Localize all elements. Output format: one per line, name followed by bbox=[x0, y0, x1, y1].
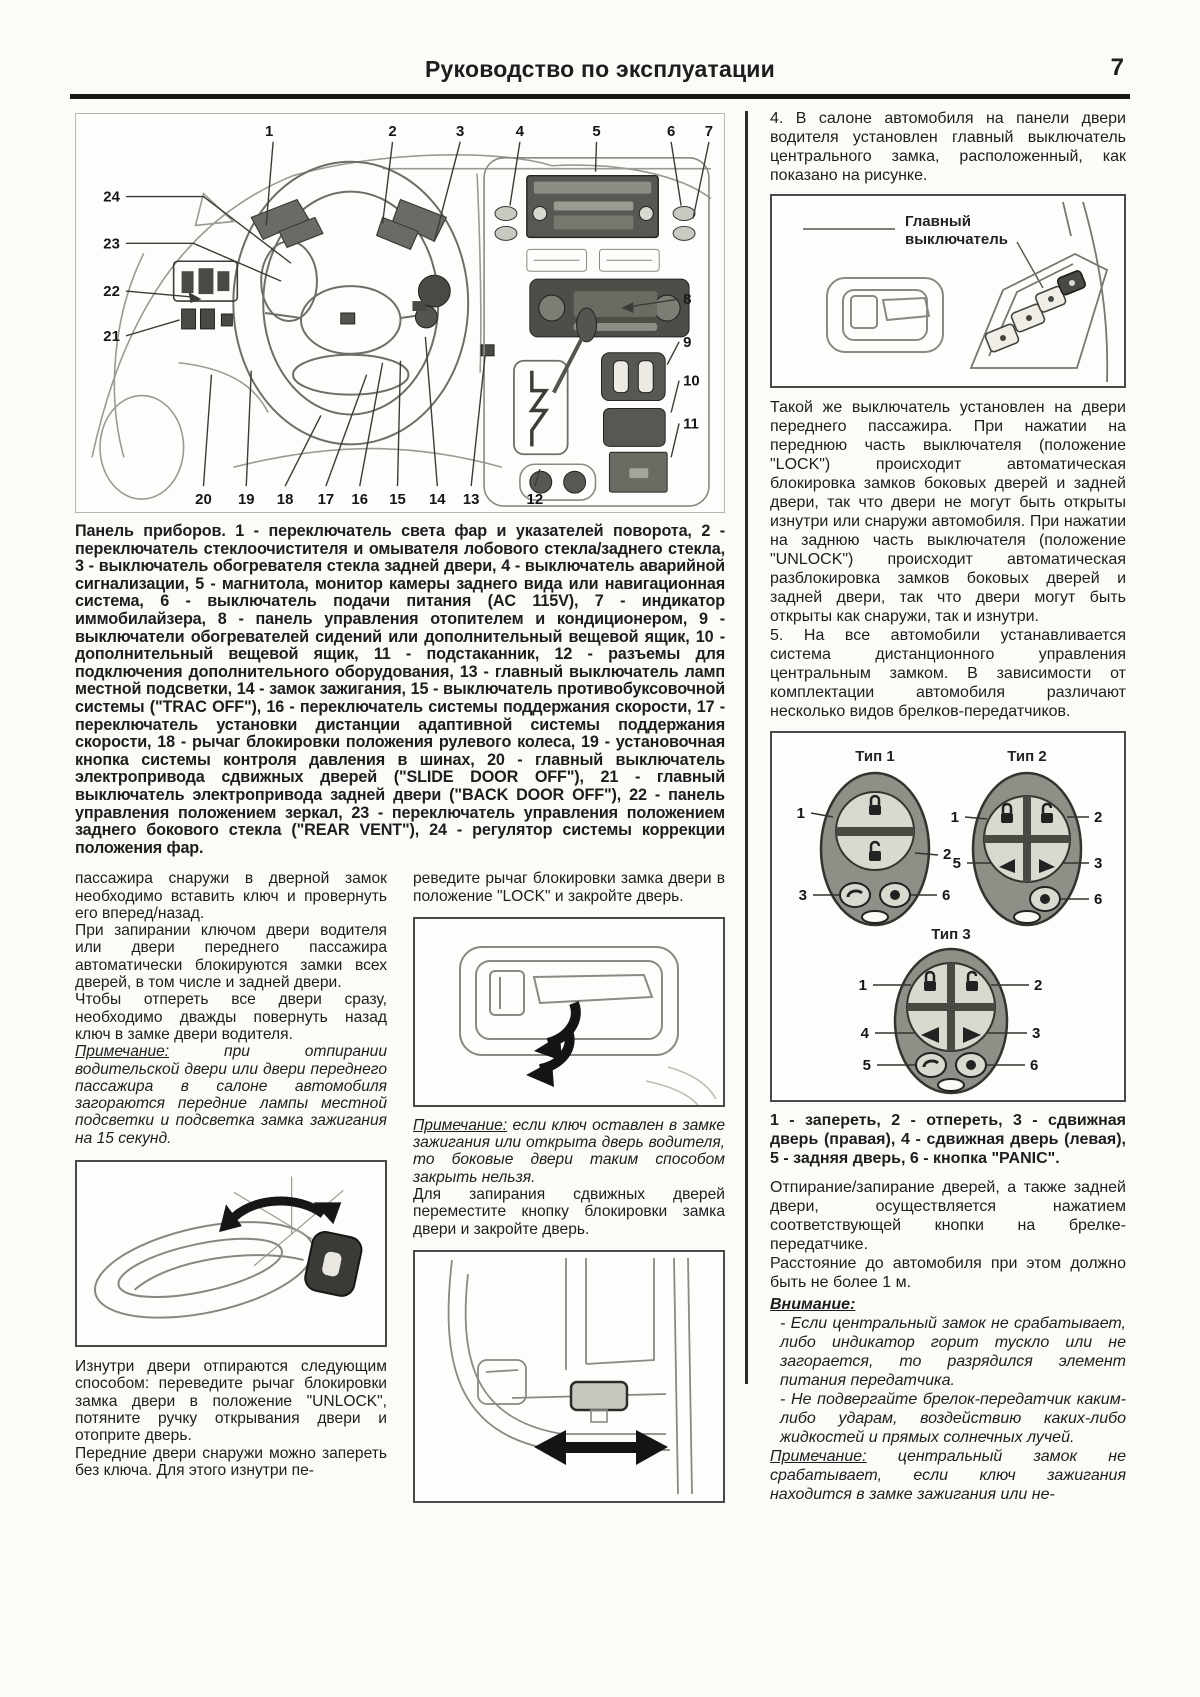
fob-type2 bbox=[973, 773, 1081, 925]
door-panel-svg bbox=[772, 196, 1124, 386]
rotate-arrow bbox=[219, 1201, 341, 1232]
fob1-callout-6: 6 bbox=[942, 887, 951, 904]
callout-16: 16 bbox=[351, 491, 368, 509]
page-title: Руководство по эксплуатации bbox=[425, 56, 775, 82]
callout-1: 1 bbox=[265, 122, 274, 140]
dashboard-legend: Панель приборов. 1 - переключатель света фар и указателей поворота, 2 - переключатель стеклоочистителя и омывателя лобового стекла/заднего стекла, 3 - выключатель обогревателя стекла задней двери, 4 - выключатель аварийной сигнализации, 5 - магнитола, монитор камеры заднего вида или навигационная система, 6 - выключатель подачи питания (AC 115V), 7 - индикатор иммобилайзера, 8 - панель управления отопителем и кондиционером, 9 - выключатели обогревателей сидений или дополнительный вещевой ящик, 10 - дополнительный вещевой ящик, 11 - подстаканник, 12 - разъемы для подключения дополнительного оборудования, 13 - главный выключатель ламп местной подсветки, 14 - замок зажигания, 15 - выключатель противобуксовочной системы ("TRAC OFF"), 16 - переключатель системы поддержания скорости, 17 - переключатель установки дистанции адаптивной системы поддержания скорости, 18 - рычаг блокировки положения рулевого колеса, 19 - установочная кнопка системы контроля давления в шинах, 20 - главный выключатель электропривода сдвижных дверей ("SLIDE DOOR OFF"), 21 - главный выключатель электропривода задней двери ("BACK DOOR OFF"), 22 - панель управления положением зеркал, 23 - переключатель управления положением заднего бокового стекла ("REAR VENT"), 24 - регулятор системы коррекции положения фар. bbox=[75, 522, 725, 857]
column-divider bbox=[745, 111, 748, 1384]
fob-type1-label: Тип 1 bbox=[855, 748, 895, 765]
fob2-callout-2: 2 bbox=[1094, 809, 1103, 826]
fob1-callout-2: 2 bbox=[943, 846, 952, 863]
center-console bbox=[484, 158, 709, 509]
note-text: если ключ оставлен в замке зажигания или открыта дверь водителя, то боковые двери таким способом закрыть нельзя. bbox=[413, 1116, 725, 1186]
callout-24: 24 bbox=[103, 188, 120, 206]
master-switch-label-line1: Главный bbox=[905, 213, 971, 230]
paragraph: Отпирание/запирание дверей, а также задней двери, осуществляется нажатием соответствующей кнопки на брелке-передатчике. bbox=[770, 1179, 1126, 1253]
callout-12: 12 bbox=[526, 491, 544, 509]
callout-14: 14 bbox=[429, 491, 446, 509]
fob2-callout-1: 1 bbox=[950, 809, 959, 826]
column-stalks bbox=[251, 200, 446, 250]
lower-columns bbox=[75, 870, 725, 1503]
fob1-callout-3: 3 bbox=[798, 887, 807, 904]
callout-23: 23 bbox=[103, 235, 120, 253]
header-rule bbox=[70, 94, 1130, 99]
fob-type3-label: Тип 3 bbox=[931, 926, 971, 943]
callout-8: 8 bbox=[683, 291, 692, 309]
left-switch-panels bbox=[174, 261, 494, 356]
callout-15: 15 bbox=[389, 491, 406, 509]
note-paragraph bbox=[75, 1043, 387, 1147]
paragraph: Изнутри двери отпираются следующим способом: переведите рычаг блокировки замка двери в положение "UNLOCK", потяните ручку открывания двери и отоприте дверь. bbox=[75, 1358, 387, 1445]
ignition-key bbox=[412, 275, 450, 328]
paragraph: При запирании ключом двери водителя или двери переднего пассажира автоматически блокируются замки всех дверей, в том числе и задней двери. bbox=[75, 922, 387, 992]
sliding-door-svg bbox=[415, 1252, 723, 1501]
fob-type1 bbox=[821, 773, 929, 925]
callout-22: 22 bbox=[103, 283, 120, 301]
note-label: Примечание: bbox=[770, 1448, 867, 1465]
warning-label: Внимание: bbox=[770, 1296, 856, 1313]
fob-type2-label: Тип 2 bbox=[1007, 748, 1047, 765]
note-text: центральный замок не срабатывает, если ключ зажигания находится в замке зажигания или не- bbox=[770, 1448, 1126, 1503]
fob3-callout-3: 3 bbox=[1032, 1025, 1041, 1042]
callout-17: 17 bbox=[317, 491, 335, 509]
note-paragraph bbox=[413, 1117, 725, 1186]
fob3-callout-5: 5 bbox=[862, 1057, 871, 1074]
paragraph: пассажира снаружи в дверной замок необходимо вставить ключ и провернуть его вперед/назад. bbox=[75, 870, 387, 922]
callout-19: 19 bbox=[237, 491, 255, 509]
callout-6: 6 bbox=[666, 122, 676, 140]
door-key-svg bbox=[77, 1162, 385, 1345]
fob3-callout-1: 1 bbox=[858, 977, 867, 994]
paragraph: 4. В салоне автомобиля на панели двери водителя установлен главный выключатель центрального замка, расположенный, как показано на рисунке. bbox=[770, 110, 1126, 184]
callout-7: 7 bbox=[704, 122, 714, 140]
lock-knob bbox=[571, 1382, 627, 1422]
page-header bbox=[70, 0, 1130, 90]
callout-4: 4 bbox=[515, 122, 525, 140]
note-text: при отпирании водительской двери или двери переднего пассажира в салоне автомобиля загораются передние лампы местной подсветки и подсветка замка зажигания на 15 секунд. bbox=[75, 1043, 387, 1147]
note-label: Примечание: bbox=[75, 1043, 170, 1061]
paragraph: 5. На все автомобили устанавливается система дистанционного управления центральным замком. В зависимости от комплектации автомобиля различают несколько видов брелков-передатчиков. bbox=[770, 627, 1126, 720]
note-paragraph bbox=[770, 1447, 1126, 1504]
paragraph: Чтобы отпереть все двери сразу, необходимо дважды повернуть назад ключ в замке двери водителя. bbox=[75, 991, 387, 1043]
master-switch-label-line2: выключатель bbox=[905, 231, 1008, 248]
fob2-callout-5: 5 bbox=[952, 855, 961, 872]
callout-21: 21 bbox=[103, 327, 120, 345]
warning-item: - Если центральный замок не срабатывает, либо индикатор горит тускло или не загорается, то разрядился элемент питания передатчика. bbox=[780, 1315, 1126, 1389]
page-content bbox=[75, 109, 1162, 1504]
note-label: Примечание: bbox=[413, 1116, 508, 1134]
fob-type3 bbox=[895, 949, 1007, 1093]
paragraph: Расстояние до автомобиля при этом должно быть не более 1 м. bbox=[770, 1255, 1126, 1291]
dashboard-figure bbox=[75, 113, 725, 513]
column-right bbox=[770, 109, 1126, 1504]
main-column bbox=[75, 109, 725, 1504]
slide-arrow bbox=[534, 1430, 668, 1465]
dashboard-diagram-svg bbox=[76, 114, 724, 512]
warning-item: - Не подвергайте брелок-передатчик каким-либо ударам, воздействию каких-либо жидкостей и прямых солнечных лучей. bbox=[780, 1391, 1126, 1446]
callout-3: 3 bbox=[456, 122, 465, 140]
fob2-callout-3: 3 bbox=[1094, 855, 1103, 872]
sliding-door-figure bbox=[413, 1250, 725, 1503]
inner-handle-figure bbox=[413, 917, 725, 1107]
key-fobs-figure bbox=[770, 731, 1126, 1102]
door-panel-figure bbox=[770, 194, 1126, 388]
fob3-callout-4: 4 bbox=[860, 1025, 869, 1042]
key-head bbox=[303, 1230, 364, 1299]
fob1-callout-1: 1 bbox=[796, 805, 805, 822]
column-left bbox=[75, 870, 387, 1503]
callout-2: 2 bbox=[388, 122, 397, 140]
callout-9: 9 bbox=[683, 333, 692, 351]
column-middle bbox=[413, 870, 725, 1503]
paragraph: Передние двери снаружи можно запереть без ключа. Для этого изнутри пе- bbox=[75, 1444, 387, 1479]
callout-20: 20 bbox=[195, 491, 212, 509]
callout-18: 18 bbox=[276, 491, 294, 509]
page-number: 7 bbox=[1110, 54, 1124, 81]
fob3-callout-6: 6 bbox=[1030, 1057, 1039, 1074]
fob-caption: 1 - запереть, 2 - отпереть, 3 - сдвижная дверь (правая), 4 - сдвижная дверь (левая), 5 - задняя дверь, 6 - кнопка "PANIC". bbox=[770, 1112, 1126, 1167]
key-fobs-svg bbox=[772, 733, 1124, 1100]
lock-arrows bbox=[526, 1003, 576, 1087]
callout-13: 13 bbox=[462, 491, 480, 509]
door-key-figure bbox=[75, 1160, 387, 1347]
paragraph: Для запирания сдвижных дверей переместите кнопку блокировки замка двери и закройте дверь. bbox=[413, 1186, 725, 1238]
paragraph: Такой же выключатель установлен на двери переднего пассажира. При нажатии на переднюю часть выключателя (положение "LOCK") происходит автоматическая блокировка замков боковых дверей и задней двери, так что двери не могут быть открыты изнутри или снаружи автомобиля. При нажатии на заднюю часть выключателя (положение "UNLOCK") происходит автоматическая разблокировка замков боковых дверей и задней двери, так что двери могут быть открыты как снаружи, так и изнутри. bbox=[770, 399, 1126, 625]
inner-handle-svg bbox=[415, 919, 723, 1105]
callout-11: 11 bbox=[683, 415, 699, 433]
fob2-callout-6: 6 bbox=[1094, 891, 1103, 908]
fob3-callout-2: 2 bbox=[1034, 977, 1043, 994]
callout-5: 5 bbox=[592, 122, 601, 140]
paragraph: реведите рычаг блокировки замка двери в положение "LOCK" и закройте дверь. bbox=[413, 870, 725, 905]
callout-10: 10 bbox=[683, 372, 700, 390]
